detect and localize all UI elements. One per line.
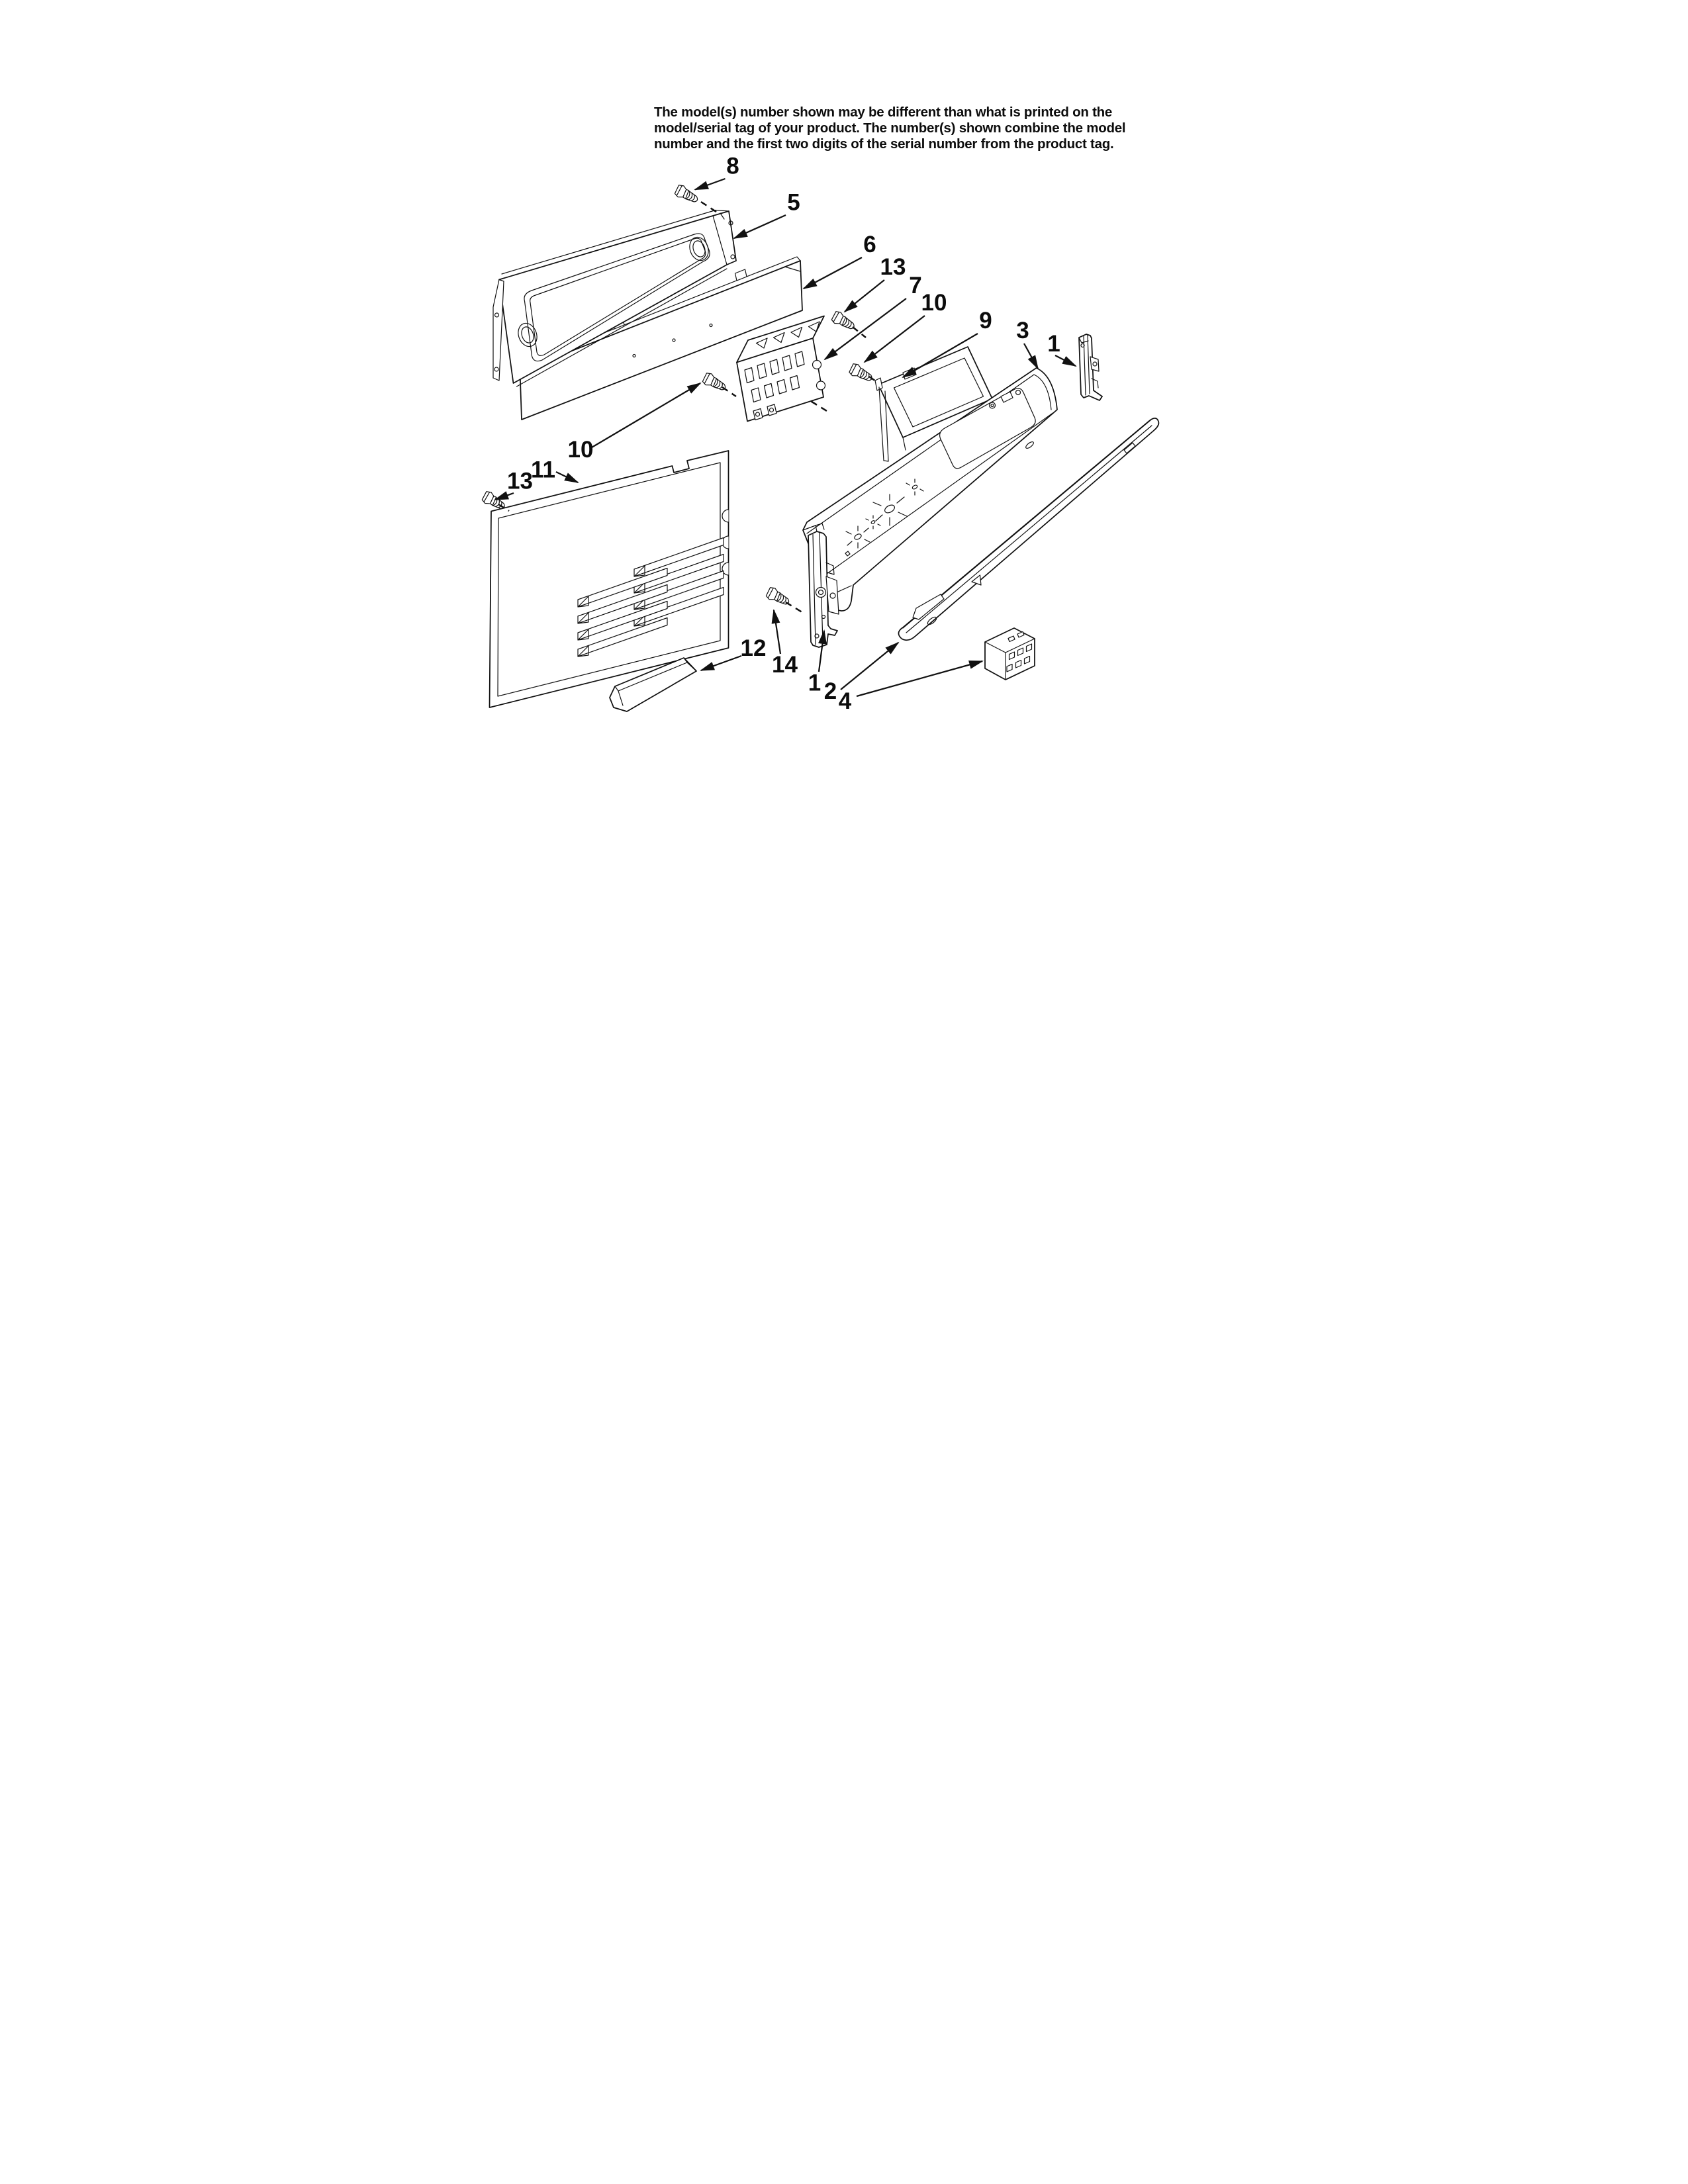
header-line-2: model/serial tag of your product. The number(s) shown combine the model: [653, 120, 1125, 136]
callout-arrow-3-7: [1024, 343, 1038, 369]
header-line-1: The model(s) number shown may be different than what is printed on the: [653, 105, 1112, 120]
callout-arrow-14-13: [774, 610, 780, 654]
callout-arrow-11-9: [556, 472, 578, 482]
dash-13a: [853, 327, 866, 338]
manual-page: [422, 0, 1266, 1092]
callout-arrow-4-16: [857, 661, 982, 696]
part-7-control-board: [737, 316, 825, 422]
callout-arrow-8-0: [695, 179, 726, 190]
callout-label-3-7: 3: [1015, 318, 1029, 343]
callout-label-10-11: 10: [567, 437, 593, 463]
callout-arrow-5-1: [734, 215, 786, 238]
callout-arrow-6-2: [804, 257, 862, 289]
callout-label-1-14: 1: [808, 670, 821, 696]
part-4-switch-block: [985, 628, 1035, 680]
callout-arrow-10-11: [592, 383, 700, 447]
callout-arrow-12-12: [701, 656, 741, 670]
screw-14: [765, 586, 791, 608]
callout-label-1-8: 1: [1047, 331, 1060, 357]
callout-label-9-6: 9: [978, 308, 992, 334]
part-1-bracket-right: [1079, 334, 1102, 400]
callout-label-11-9: 11: [530, 457, 555, 483]
callout-arrow-7-4: [825, 298, 906, 359]
screw-8: [673, 184, 700, 206]
callout-label-12-12: 12: [740, 635, 766, 661]
callout-label-5-1: 5: [786, 189, 800, 216]
dash-board: [811, 402, 827, 412]
callout-label-13-10: 13: [506, 468, 533, 494]
callout-arrow-13-10: [495, 493, 514, 500]
callout-label-2-15: 2: [823, 678, 837, 704]
header-line-3: number and the first two digits of the serial number from the product tag.: [653, 136, 1113, 152]
header-note: [654, 105, 1125, 152]
dash-14: [786, 602, 804, 614]
callout-arrow-1-8: [1055, 355, 1076, 366]
callout-label-8-0: 8: [726, 153, 739, 179]
callout-label-7-4: 7: [908, 273, 922, 298]
exploded-diagram-canvas: [422, 0, 1266, 1092]
screw-10-left: [701, 372, 727, 394]
callout-label-14-13: 14: [771, 652, 798, 678]
callout-label-4-16: 4: [838, 688, 851, 714]
callout-label-13-3: 13: [880, 254, 906, 280]
screw-13-upper: [830, 310, 857, 333]
callout-arrow-2-15: [841, 643, 898, 690]
callout-label-10-5: 10: [921, 290, 947, 316]
callout-label-6-2: 6: [863, 232, 876, 257]
dash-8: [701, 202, 718, 213]
callout-arrow-13-3: [845, 280, 884, 312]
screw-10-right: [848, 363, 874, 385]
